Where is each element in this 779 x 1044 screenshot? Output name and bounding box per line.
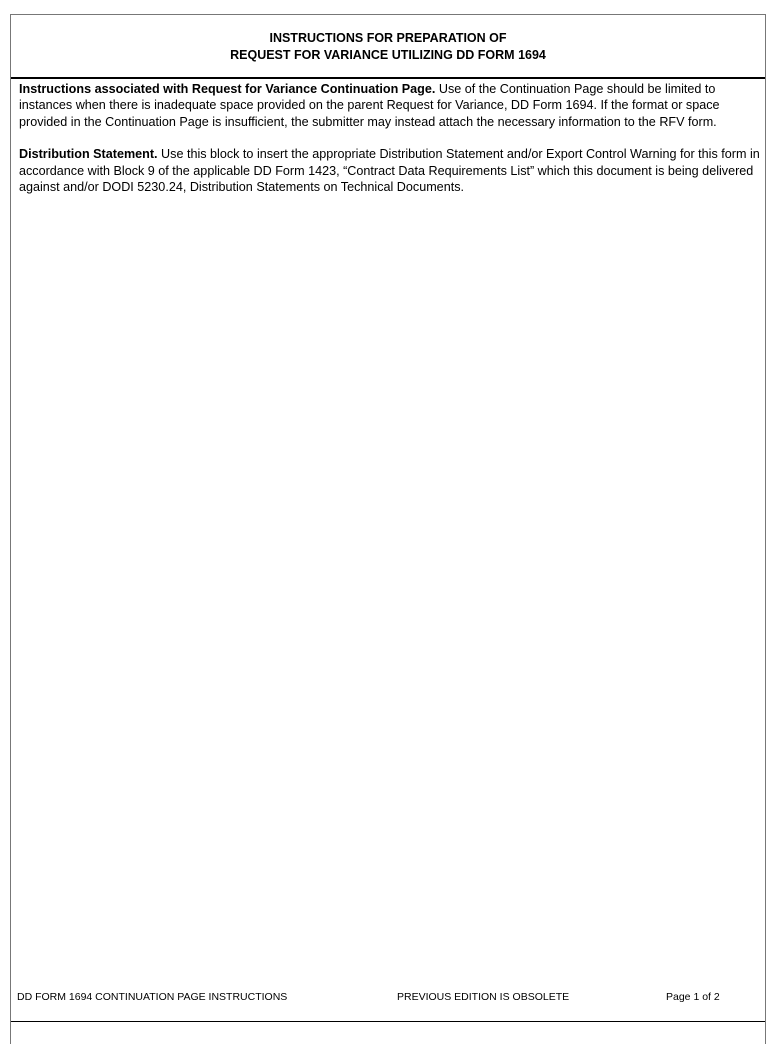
continuation-page-instructions (19, 81, 761, 130)
header-title-line-1: INSTRUCTIONS FOR PREPARATION OF (269, 31, 507, 45)
form-footer (17, 990, 765, 1006)
form-frame (10, 14, 766, 1044)
distribution-statement-instructions (19, 146, 761, 195)
continuation-page-text: Use of the Continuation Page should be limited to instances when there is inadequate space provided on the parent Request for Variance, DD Form 1694. If the format or space provided in the Continuation Page is insufficient, the submitter may instead attach the necessary information to the RFV form. (19, 82, 720, 129)
instructions-content (19, 81, 761, 211)
footer-page-number: Page 1 of 2 (666, 991, 720, 1003)
footer-form-id: DD FORM 1694 CONTINUATION PAGE INSTRUCTIONS (17, 991, 288, 1003)
distribution-statement-heading: Distribution Statement. (19, 147, 158, 162)
header-title-line-2: REQUEST FOR VARIANCE UTILIZING DD FORM 1694 (230, 48, 546, 62)
footer-edition-notice: PREVIOUS EDITION IS OBSOLETE (397, 991, 570, 1003)
continuation-page-heading: Instructions associated with Request for Variance Continuation Page. (19, 82, 436, 96)
form-header (11, 15, 765, 79)
footer-divider (11, 1021, 765, 1022)
distribution-statement-text: Use this block to insert the appropriate Distribution Statement and/or Export Control Warning for this form in accordance with Block 9 of the applicable DD Form 1423, “Contract Data Requirements List” which this document is being delivered against and/or DODI 5230.24, Distribution Statements on Technical Documents. (19, 147, 760, 195)
